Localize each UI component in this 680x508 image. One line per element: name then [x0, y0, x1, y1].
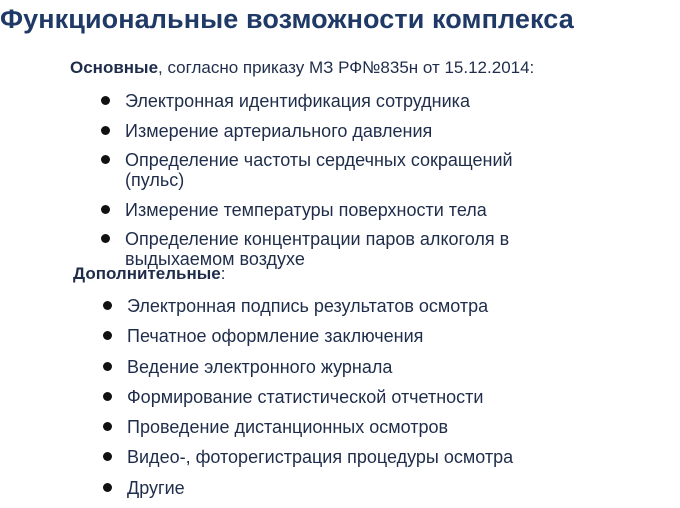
list-item-text: Определение концентрации паров алкоголя в выдыхаемом воздухе: [125, 229, 510, 269]
bullet-icon: [103, 422, 112, 431]
extra-functions-list: [103, 296, 623, 508]
list-item-text: Другие: [127, 477, 185, 498]
list-item: [101, 121, 571, 141]
list-item: [101, 200, 571, 220]
list-item-text: Ведение электронного журнала: [127, 356, 393, 377]
list-item: [101, 91, 571, 111]
list-item-text: Проведение дистанционных осмотров: [127, 417, 449, 438]
main-functions-list: [101, 91, 571, 279]
list-item: [103, 357, 623, 377]
list-item-text: Электронная идентификация сотрудника: [125, 91, 470, 111]
list-item-text: Электронная подпись результатов осмотра: [127, 296, 489, 316]
bullet-icon: [103, 331, 112, 340]
bullet-icon: [103, 362, 112, 371]
bullet-icon: [101, 234, 110, 243]
list-item-text: Измерение артериального давления: [125, 120, 433, 141]
list-item: [103, 296, 623, 316]
list-item-text: Определение частоты сердечных сокращений (пульс): [125, 150, 513, 190]
extra-section-colon: :: [220, 264, 226, 283]
page-title: Функциональные возможности комплекса: [0, 4, 574, 34]
extra-section-label: Дополнительные: [73, 264, 221, 283]
list-item-text: Видео-, фоторегистрация процедуры осмотра: [127, 447, 514, 468]
list-item: [103, 478, 623, 498]
list-item: [101, 150, 571, 190]
list-item: [101, 229, 571, 269]
bullet-icon: [103, 392, 112, 401]
bullet-icon: [101, 205, 110, 214]
bullet-icon: [103, 301, 112, 310]
bullet-icon: [101, 126, 110, 135]
extra-section-heading: [73, 264, 225, 284]
main-section-heading: [70, 58, 534, 78]
list-item: [103, 387, 623, 407]
bullet-icon: [101, 155, 110, 164]
bullet-icon: [103, 483, 112, 492]
main-section-subtitle: , согласно приказу МЗ РФ№835н от 15.12.2014:: [158, 58, 535, 77]
list-item-text: Печатное оформление заключения: [127, 326, 424, 347]
list-item: [103, 326, 623, 346]
main-section-label: Основные: [70, 58, 159, 77]
list-item-text: Измерение температуры поверхности тела: [125, 199, 487, 220]
bullet-icon: [101, 96, 110, 105]
list-item: [103, 447, 623, 467]
list-item: [103, 417, 623, 437]
bullet-icon: [103, 452, 112, 461]
list-item-text: Формирование статистической отчетности: [127, 386, 484, 407]
